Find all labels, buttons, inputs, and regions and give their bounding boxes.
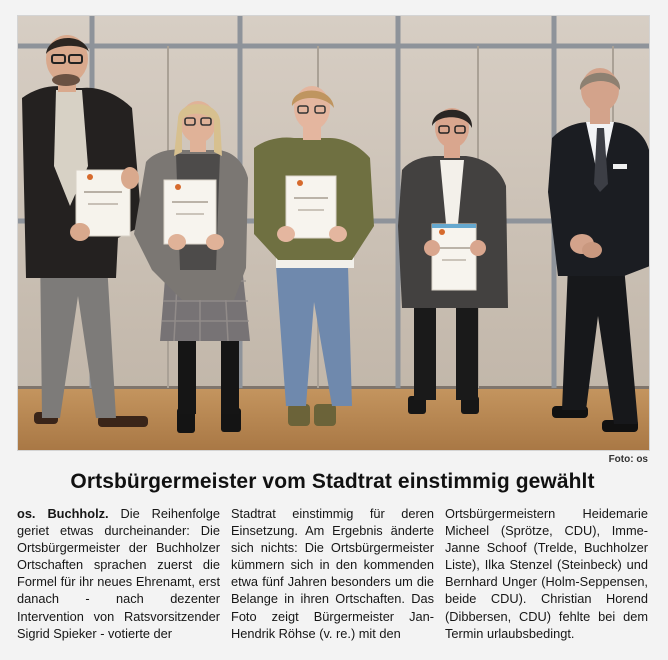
article-lead: os. Buchholz. xyxy=(17,506,109,521)
photo-credit: Foto: os xyxy=(608,454,648,465)
article-column-3-text: Ortsbürgermeistern Heidemarie Micheel (Sprötze, CDU), Imme-Janne Schoof (Trelde, Buchholzer Liste), Ilka Stenzel (Steinbeck) und Bernhard Unger (Holm-Seppensen, beide CDU). Christian Horend (Dibbersen, CDU) fehlte bei dem Termin urlaubsbedingt. xyxy=(445,506,648,641)
article-column-3 xyxy=(445,505,648,650)
group-photo xyxy=(17,15,650,451)
article-column-1-text: Die Reihenfolge geriet etwas durcheinander: Die Ortsbürgermeister der Buchholzer Ortschaften sprachen zuerst die Formel für ihr neues Ehrenamt, erst danach - nach dezenter Intervention von Ratsvorsitzender Sigrid Spieker - votierte der xyxy=(17,506,220,641)
article-column-1 xyxy=(17,505,220,650)
article-body xyxy=(17,505,648,650)
article-headline: Ortsbürgermeister vom Stadtrat einstimmig gewählt xyxy=(70,470,595,493)
photo-illustration xyxy=(18,16,649,450)
article-column-2-text: Stadtrat einstimmig für deren Einsetzung. Am Ergebnis änderte sich nichts: Die Ortsbürgermeister kümmern sich in den kommenden etwa fünf Jahren besonders um die Belange in ihren Ortschaften. Das Foto zeigt Bürgermeister Jan-Hendrik Röhse (v. re.) mit den xyxy=(231,506,434,641)
article-column-2 xyxy=(231,505,434,650)
